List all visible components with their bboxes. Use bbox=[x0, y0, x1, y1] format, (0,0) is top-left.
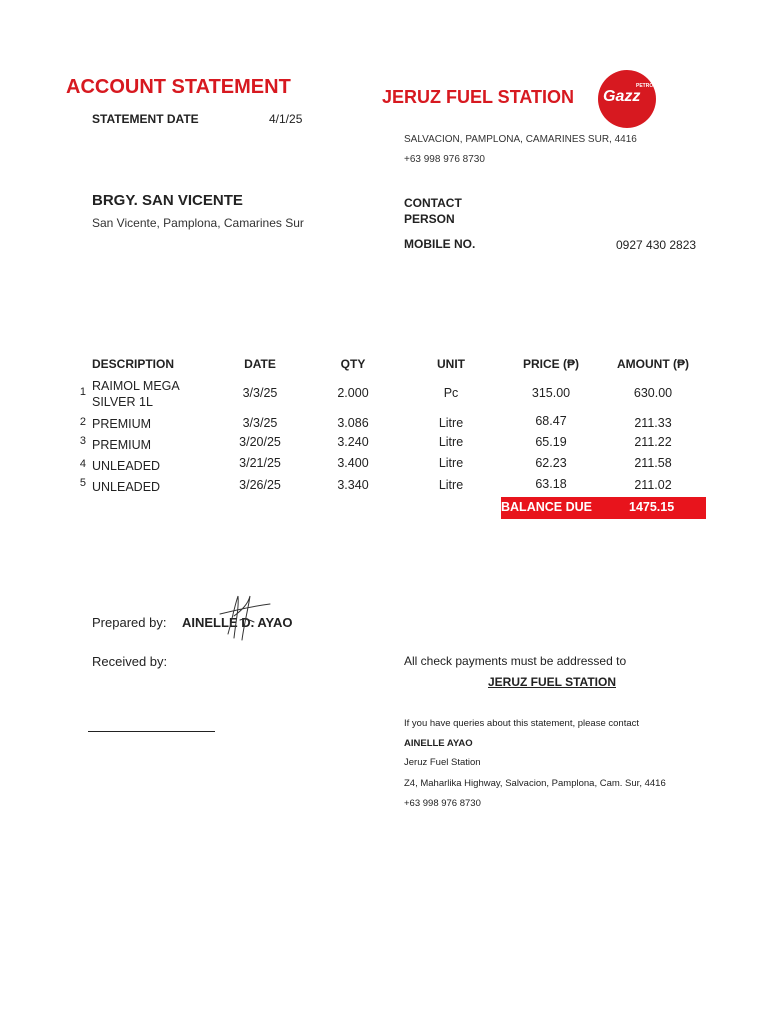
signature bbox=[214, 590, 274, 646]
row-amount: 211.33 bbox=[634, 416, 672, 430]
header-date: DATE bbox=[244, 357, 276, 371]
row-qty: 3.086 bbox=[337, 416, 369, 430]
row-price: 315.00 bbox=[531, 386, 571, 400]
company-name: JERUZ FUEL STATION bbox=[382, 87, 575, 107]
row-unit: Litre bbox=[438, 456, 464, 470]
mobile-value: 0927 430 2823 bbox=[616, 238, 697, 252]
row-amount: 211.58 bbox=[634, 456, 672, 470]
row-unit: Litre bbox=[438, 478, 464, 492]
query-address: Z4, Maharlika Highway, Salvacion, Pamplona, Cam. Sur, 4416 bbox=[404, 778, 666, 789]
row-price: 65.19 bbox=[535, 435, 567, 449]
contact-person-label: CONTACT PERSON bbox=[404, 196, 462, 226]
header-qty: QTY bbox=[340, 357, 366, 371]
row-qty: 3.340 bbox=[337, 478, 369, 492]
logo-text: Gazz bbox=[603, 88, 641, 105]
row-date: 3/3/25 bbox=[242, 386, 278, 400]
prepared-by-label: Prepared by: bbox=[92, 615, 167, 630]
row-number: 1 bbox=[79, 386, 86, 398]
row-qty: 3.400 bbox=[337, 456, 369, 470]
mobile-label: MOBILE NO. bbox=[404, 237, 476, 251]
row-unit: Pc bbox=[443, 386, 459, 400]
row-price: 62.23 bbox=[535, 456, 567, 470]
queries-note: If you have queries about this statement, please contact bbox=[404, 718, 640, 729]
received-by-label: Received by: bbox=[92, 654, 168, 669]
row-number: 4 bbox=[79, 458, 86, 470]
row-description: UNLEADED bbox=[92, 480, 161, 494]
balance-due-value: 1475.15 bbox=[629, 500, 675, 514]
balance-due-label: BALANCE DUE bbox=[501, 500, 592, 514]
row-number: 3 bbox=[79, 435, 86, 447]
statement-date-label: STATEMENT DATE bbox=[92, 112, 199, 126]
row-date: 3/26/25 bbox=[239, 478, 281, 492]
row-description: RAIMOL MEGA SILVER 1L bbox=[92, 379, 180, 409]
query-station: Jeruz Fuel Station bbox=[404, 757, 481, 768]
company-phone: +63 998 976 8730 bbox=[404, 154, 485, 165]
row-price: 68.47 bbox=[535, 414, 567, 428]
row-qty: 3.240 bbox=[337, 435, 369, 449]
prepared-by-name: AINELLE D. AYAO bbox=[182, 615, 293, 630]
row-unit: Litre bbox=[438, 416, 464, 430]
table-row bbox=[0, 378, 768, 412]
query-phone: +63 998 976 8730 bbox=[404, 798, 481, 809]
row-amount: 630.00 bbox=[633, 386, 673, 400]
row-date: 3/3/25 bbox=[242, 416, 278, 430]
row-amount: 211.02 bbox=[634, 478, 672, 492]
row-amount: 211.22 bbox=[634, 435, 672, 449]
header-description: DESCRIPTION bbox=[92, 357, 175, 371]
row-description: PREMIUM bbox=[92, 438, 152, 452]
header-unit: UNIT bbox=[437, 357, 465, 371]
row-unit: Litre bbox=[438, 435, 464, 449]
row-date: 3/21/25 bbox=[239, 456, 281, 470]
row-description: UNLEADED bbox=[92, 459, 161, 473]
company-logo bbox=[598, 70, 656, 128]
row-qty: 2.000 bbox=[337, 386, 369, 400]
row-description: PREMIUM bbox=[92, 417, 152, 431]
row-date: 3/20/25 bbox=[239, 435, 281, 449]
row-price: 63.18 bbox=[535, 477, 567, 491]
query-contact-name: AINELLE AYAO bbox=[404, 738, 473, 749]
payee-name: JERUZ FUEL STATION bbox=[487, 675, 616, 689]
statement-date-value: 4/1/25 bbox=[269, 112, 303, 126]
payments-note: All check payments must be addressed to bbox=[404, 654, 627, 668]
document-title: ACCOUNT STATEMENT bbox=[66, 76, 291, 98]
customer-address: San Vicente, Pamplona, Camarines Sur bbox=[92, 216, 304, 230]
header-amount: AMOUNT (₱) bbox=[617, 357, 689, 371]
row-number: 5 bbox=[79, 477, 86, 489]
header-price: PRICE (₱) bbox=[522, 357, 579, 371]
signature-line bbox=[88, 731, 215, 732]
customer-name: BRGY. SAN VICENTE bbox=[92, 192, 243, 209]
row-number: 2 bbox=[79, 416, 86, 428]
logo-small-text: PETRO bbox=[636, 83, 654, 89]
company-address: SALVACION, PAMPLONA, CAMARINES SUR, 4416 bbox=[404, 134, 637, 145]
balance-due-box bbox=[501, 497, 706, 519]
